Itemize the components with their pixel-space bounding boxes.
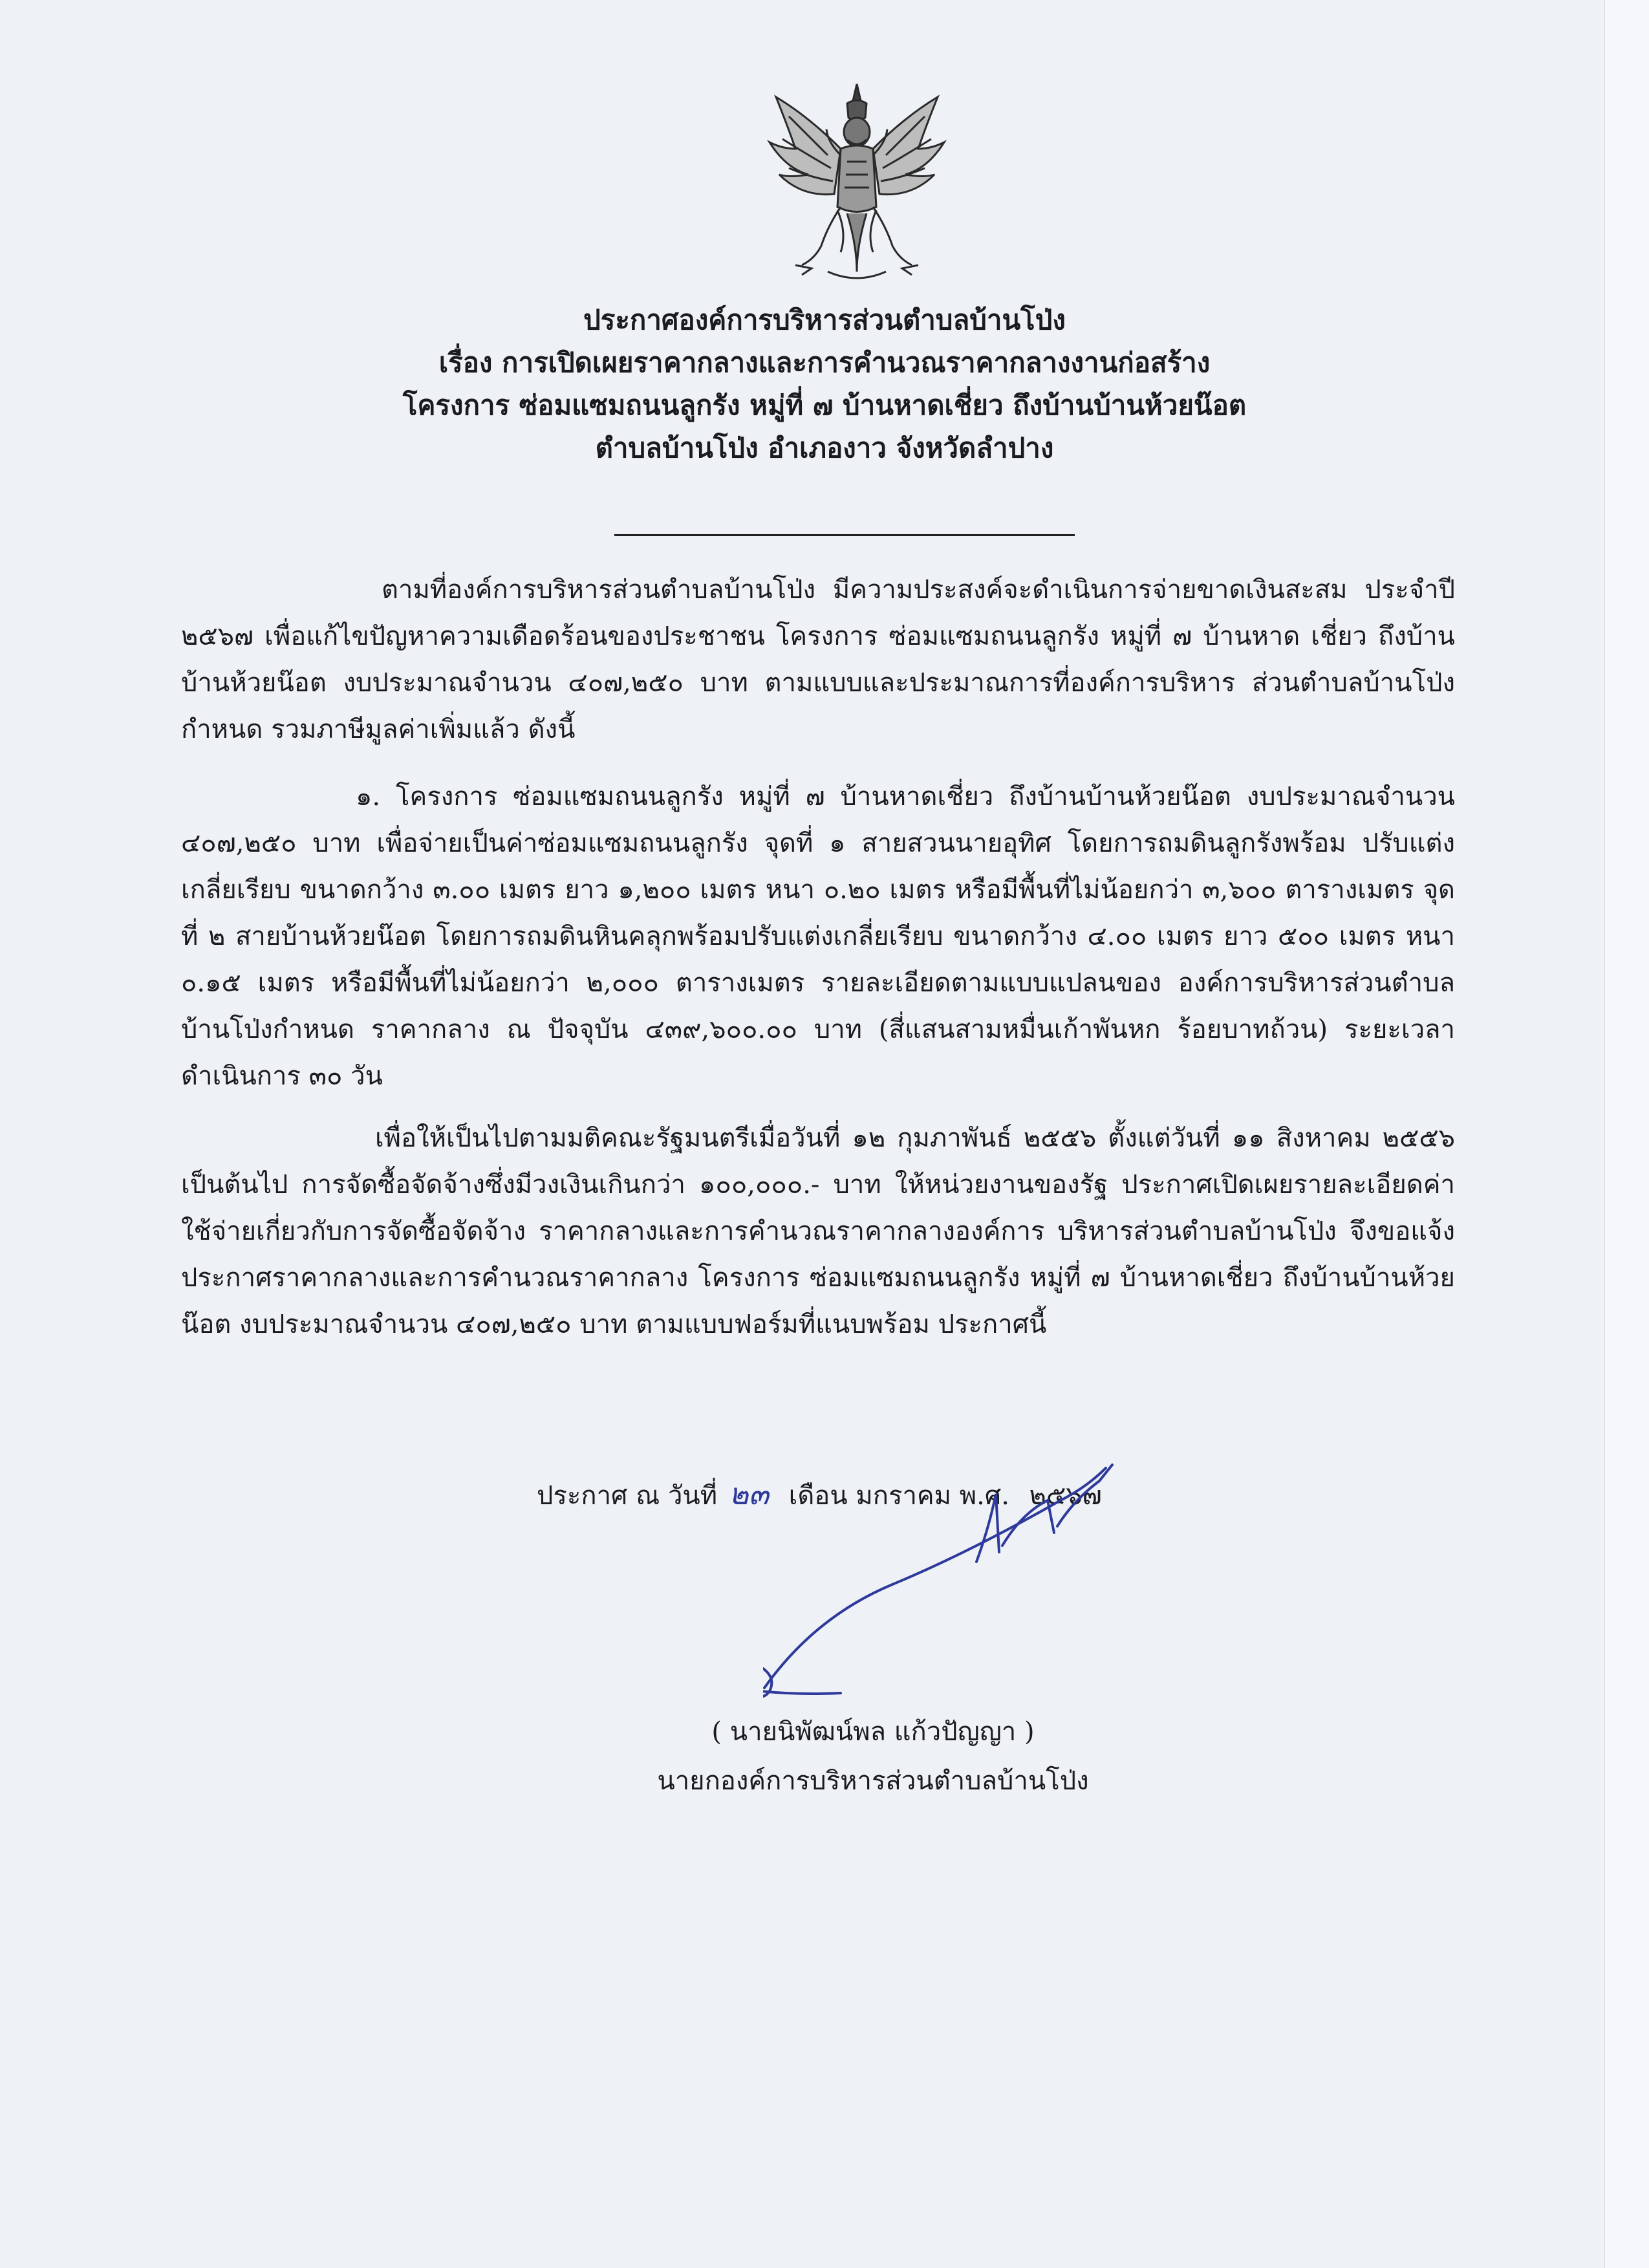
signature-image	[763, 1455, 1229, 1701]
date-prefix: ประกาศ ณ วันที่	[537, 1481, 718, 1511]
garuda-emblem-icon	[750, 78, 964, 291]
signer-name: ( นายนิพัฒน์พล แก้วปัญญา )	[711, 1717, 1035, 1747]
date-month: เดือน มกราคม พ.ศ.	[788, 1481, 1009, 1511]
date-day: ๒๓	[729, 1476, 769, 1511]
paragraph-intro: ตามที่องค์การบริหารส่วนตำบลบ้านโป่ง มีความประสงค์จะดำเนินการจ่ายขาดเงินสะสม ประจำปี ๒๕๖๗ เพื่อแก้ไขปัญหาความเดือดร้อนของประชาชน โครงการ ซ่อมแซมถนนลูกรัง หมู่ที่ ๗ บ้านหาด เชี่ยว ถึงบ้านบ้านห้วยน๊อต งบประมาณจำนวน ๔๐๗,๒๕๐ บาท ตามแบบและประมาณการที่องค์การบริหาร ส่วนตำบลบ้านโป่งกำหนด รวมภาษีมูลค่าเพิ่มแล้ว ดังนี้	[181, 575, 1455, 744]
paragraph-project-detail: ๑. โครงการ ซ่อมแซมถนนลูกรัง หมู่ที่ ๗ บ้านหาดเชี่ยว ถึงบ้านบ้านห้วยน๊อต งบประมาณจำนวน ๔๐๗,๒๕๐ บาท เพื่อจ่ายเป็นค่าซ่อมแซมถนนลูกรัง จุดที่ ๑ สายสวนนายอุทิศ โดยการถมดินลูกรังพร้อม ปรับแต่งเกลี่ยเรียบ ขนาดกว้าง ๓.๐๐ เมตร ยาว ๑,๒๐๐ เมตร หนา ๐.๒๐ เมตร หรือมีพื้นที่ไม่น้อยกว่า ๓,๖๐๐ ตารางเมตร จุดที่ ๒ สายบ้านห้วยน๊อต โดยการถมดินหินคลุกพร้อมปรับแต่งเกลี่ยเรียบ ขนาดกว้าง ๔.๐๐ เมตร ยาว ๕๐๐ เมตร หนา ๐.๑๕ เมตร หรือมีพื้นที่ไม่น้อยกว่า ๒,๐๐๐ ตารางเมตร รายละเอียดตามแบบแปลนของ องค์การบริหารส่วนตำบลบ้านโป่งกำหนด ราคากลาง ณ ปัจจุบัน ๔๓๙,๖๐๐.๐๐ บาท (สี่แสนสามหมื่นเก้าพันหก ร้อยบาทถ้วน) ระยะเวลาดำเนินการ ๓๐ วัน	[181, 782, 1455, 1091]
signer-block	[582, 1707, 1164, 1806]
header-title: ประกาศองค์การบริหารส่วนตำบลบ้านโป่ง	[583, 304, 1066, 336]
signer-position: นายกองค์การบริหารส่วนตำบลบ้านโป่ง	[657, 1766, 1089, 1796]
header-location: ตำบลบ้านโป่ง อำเภองาว จังหวัดลำปาง	[595, 432, 1054, 464]
header-subject: เรื่อง การเปิดเผยราคากลางและการคำนวณราคากลางงานก่อสร้าง	[438, 347, 1211, 378]
paragraph-regulation: เพื่อให้เป็นไปตามมติคณะรัฐมนตรีเมื่อวันที่ ๑๒ กุมภาพันธ์ ๒๕๕๖ ตั้งแต่วันที่ ๑๑ สิงหาคม ๒๕๕๖ เป็นต้นไป การจัดซื้อจัดจ้างซึ่งมีวงเงินเกินกว่า ๑๐๐,๐๐๐.- บาท ให้หน่วยงานของรัฐ ประกาศเปิดเผยรายละเอียดค่าใช้จ่ายเกี่ยวกับการจัดซื้อจัดจ้าง ราคากลางและการคำนวณราคากลางองค์การ บริหารส่วนตำบลบ้านโป่ง จึงขอแจ้งประกาศราคากลางและการคำนวณราคากลาง โครงการ ซ่อมแซมถนนลูกรัง หมู่ที่ ๗ บ้านหาดเชี่ยว ถึงบ้านบ้านห้วยน๊อต งบประมาณจำนวน ๔๐๗,๒๕๐ บาท ตามแบบฟอร์มที่แนบพร้อม ประกาศนี้	[181, 1123, 1455, 1339]
header-project: โครงการ ซ่อมแซมถนนลูกรัง หมู่ที่ ๗ บ้านหาดเชี่ยว ถึงบ้านบ้านห้วยน๊อต	[402, 389, 1247, 421]
date-year: ๒๕๖๗	[1029, 1481, 1102, 1511]
document-header	[194, 299, 1455, 470]
page-edge	[1604, 0, 1649, 2268]
header-divider	[614, 534, 1075, 536]
